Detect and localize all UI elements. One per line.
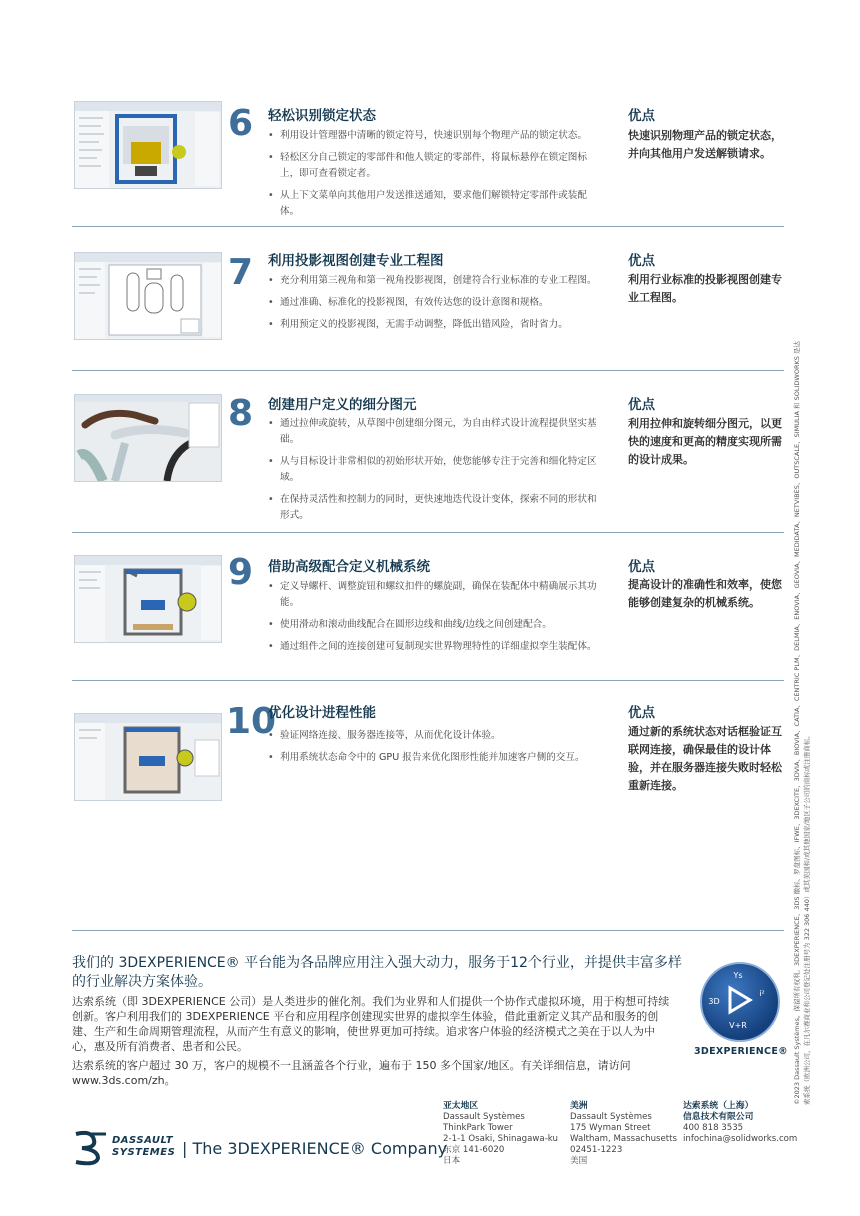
feature-10-number: 10 bbox=[226, 701, 277, 742]
feature-6-bullets bbox=[268, 128, 598, 226]
badge-left-letters: 3D bbox=[708, 997, 720, 1006]
feature-8-title: 创建用户定义的细分图元 bbox=[268, 397, 417, 413]
badge-top-letters: Ys bbox=[733, 971, 743, 980]
address-line: 2-1-1 Osaki, Shinagawa-ku bbox=[443, 1134, 558, 1144]
badge-label: 3DEXPERIENCE® bbox=[694, 1046, 788, 1057]
feature-10-bullet: • 验证网络连接、服务器连接等，从而优化设计体验。 bbox=[268, 728, 598, 744]
feature-8-number: 8 bbox=[228, 393, 254, 434]
address-line: Dassault Systèmes bbox=[570, 1112, 652, 1122]
address-region: 美洲 bbox=[570, 1101, 588, 1111]
address-line: 美国 bbox=[570, 1156, 588, 1166]
feature-8-bullets bbox=[268, 416, 598, 530]
address-line: 400 818 3535 bbox=[683, 1123, 744, 1133]
feature-8-screenshot bbox=[74, 394, 222, 482]
divider bbox=[72, 226, 784, 227]
feature-6-number: 6 bbox=[228, 103, 254, 144]
address-line: ThinkPark Tower bbox=[443, 1123, 513, 1133]
feature-7-title: 利用投影视图创建专业工程图 bbox=[268, 253, 444, 269]
address-line: 02451-1223 bbox=[570, 1145, 623, 1155]
divider bbox=[72, 930, 784, 931]
divider bbox=[72, 532, 784, 533]
dassault-systemes-logo bbox=[72, 1130, 448, 1168]
feature-8-bullet: • 从与目标设计非常相似的初始形状开始，使您能够专注于完善和细化特定区域。 bbox=[268, 454, 598, 486]
address-shanghai bbox=[683, 1101, 797, 1145]
feature-6-bullet: • 利用设计管理器中清晰的锁定符号，快速识别每个物理产品的锁定状态。 bbox=[268, 128, 598, 144]
address-line: 东京 141-6020 bbox=[443, 1145, 505, 1155]
address-line: Dassault Systèmes bbox=[443, 1112, 525, 1122]
feature-6-advantage-heading: 优点 bbox=[628, 108, 655, 124]
about-paragraph: 达索系统的客户超过 30 万，客户的规模不一且涵盖各个行业，遍布于 150 多个国家/地区。有关详细信息，请访问 www.3ds.com/zh。 bbox=[72, 1059, 631, 1087]
feature-7-bullets bbox=[268, 273, 598, 339]
feature-10-bullets bbox=[268, 728, 598, 772]
feature-9-advantage-heading: 优点 bbox=[628, 559, 655, 575]
feature-6-bullet: • 从上下文菜单向其他用户发送推送通知，要求他们解锁特定零部件或装配体。 bbox=[268, 188, 598, 220]
feature-9-bullet: • 定义导螺杆、调整旋钮和螺纹扣件的螺旋副，确保在装配体中精确展示其功能。 bbox=[268, 579, 598, 611]
feature-10-title: 优化设计进程性能 bbox=[268, 705, 376, 721]
feature-8-bullet: • 通过拉伸或旋转，从草图中创建细分图元，为自由样式设计流程提供坚实基础。 bbox=[268, 416, 598, 448]
address-americas bbox=[570, 1101, 677, 1167]
feature-10-advantage-heading: 优点 bbox=[628, 705, 655, 721]
feature-8-advantage-text: 利用拉伸和旋转细分图元，以更快的速度和更高的精度实现所需的设计成果。 bbox=[628, 417, 782, 466]
badge-right-letters: i² bbox=[759, 989, 765, 998]
legal-notice bbox=[792, 335, 822, 1105]
feature-7-bullet: • 利用预定义的投影视图，无需手动调整，降低出错风险，省时省力。 bbox=[268, 317, 598, 333]
divider bbox=[72, 370, 784, 371]
badge-bottom-letters: V+R bbox=[729, 1021, 747, 1030]
feature-9-bullet: • 通过组件之间的连接创建可复制现实世界物理特性的详细虚拟孪生装配体。 bbox=[268, 639, 598, 655]
feature-7-number: 7 bbox=[228, 252, 254, 293]
feature-7-advantage-text: 利用行业标准的投影视图创建专业工程图。 bbox=[628, 273, 782, 304]
feature-9-title: 借助高级配合定义机械系统 bbox=[268, 559, 430, 575]
about-paragraph: 达索系统（即 3DEXPERIENCE 公司）是人类进步的催化剂。我们为业界和人们提供一个协作式虚拟环境，用于构想可持续创新。客户利用我们的 3DEXPERIENCE 平台和应用程序创建现实世界的虚拟孪生体验，借此重新定义其产品和服务的创建、生产和生命周期管理流程，从而产生有意义的影响，使世界更加可持续。追求客户体验的经济模式之美在于以人为中心，惠及所有消费者、患者和公民。 bbox=[72, 995, 670, 1053]
logo-tagline: | The 3DEXPERIENCE® Company bbox=[182, 1139, 448, 1158]
logo-brand-line1: DASSAULT bbox=[112, 1135, 174, 1146]
address-line: Waltham, Massachusetts bbox=[570, 1134, 678, 1144]
legal-notice-text: ©2023 Dassault Systèmes。保留所有权利。3DEXPERIENCE、3DS 徽标、罗盘图标、IFWE、3DEXCITE、3DVIA、BIOVIA、CATIA、CENTRIC PLM、DELMIA、ENOVIA、GEOVIA、MEDIDATA、NETVIBES、OUTSCALE、SIMULIA 和 SOLIDWORKS 是达索系统（欧洲公司，在凡尔赛商业和公司登记处注册号为 322 306 440）或其美国和/或其他国家/地区子公司的商标或注册商标。 bbox=[793, 341, 811, 1105]
feature-8-advantage-heading: 优点 bbox=[628, 397, 655, 413]
feature-8-bullet: • 在保持灵活性和控制力的同时，更快速地迭代设计变体，探索不同的形状和形式。 bbox=[268, 492, 598, 524]
feature-7-bullet: • 充分利用第三视角和第一视角投影视图，创建符合行业标准的专业工程图。 bbox=[268, 273, 598, 289]
address-line: 日本 bbox=[443, 1156, 461, 1166]
address-region: 达索系统（上海） bbox=[683, 1101, 754, 1111]
email-link[interactable]: infochina@solidworks.com bbox=[683, 1134, 798, 1144]
feature-6-screenshot bbox=[74, 101, 222, 189]
feature-6-bullet: • 轻松区分自己锁定的零部件和他人锁定的零部件，将鼠标悬停在锁定图标上，即可查看锁定者。 bbox=[268, 150, 598, 182]
feature-7-bullet: • 通过准确、标准化的投影视图，有效传达您的设计意图和规格。 bbox=[268, 295, 598, 311]
feature-9-advantage-text: 提高设计的准确性和效率，使您能够创建复杂的机械系统。 bbox=[628, 578, 782, 609]
address-apac bbox=[443, 1101, 558, 1167]
address-line: 175 Wyman Street bbox=[570, 1123, 651, 1133]
logo-brand-line2: SYSTEMES bbox=[112, 1147, 176, 1158]
feature-9-screenshot bbox=[74, 555, 222, 643]
feature-6-advantage-text: 快速识别物理产品的锁定状态，并向其他用户发送解锁请求。 bbox=[628, 129, 782, 160]
feature-9-bullet: • 使用滑动和滚动曲线配合在圆形边线和曲线/边线之间创建配合。 bbox=[268, 617, 598, 633]
feature-7-advantage-heading: 优点 bbox=[628, 253, 655, 269]
feature-9-bullets bbox=[268, 579, 598, 661]
feature-10-bullet: • 利用系统状态命令中的 GPU 报告来优化图形性能并加速客户侧的交互。 bbox=[268, 750, 598, 766]
feature-7-screenshot bbox=[74, 252, 222, 340]
feature-9-number: 9 bbox=[228, 552, 254, 593]
address-region: 亚太地区 bbox=[443, 1101, 479, 1111]
address-company: 信息技术有限公司 bbox=[683, 1112, 754, 1122]
3dexperience-compass-icon bbox=[700, 962, 780, 1042]
feature-10-screenshot bbox=[74, 713, 222, 801]
about-headline: 我们的 3DEXPERIENCE® 平台能为各品牌应用注入强大动力，服务于12个行业，并提供丰富多样的行业解决方案体验。 bbox=[72, 955, 682, 990]
feature-10-advantage-text: 通过新的系统状态对话框验证互联网连接，确保最佳的设计体验，并在服务器连接失败时轻松重新连接。 bbox=[628, 725, 782, 792]
divider bbox=[72, 680, 784, 681]
feature-6-title: 轻松识别锁定状态 bbox=[268, 108, 376, 124]
